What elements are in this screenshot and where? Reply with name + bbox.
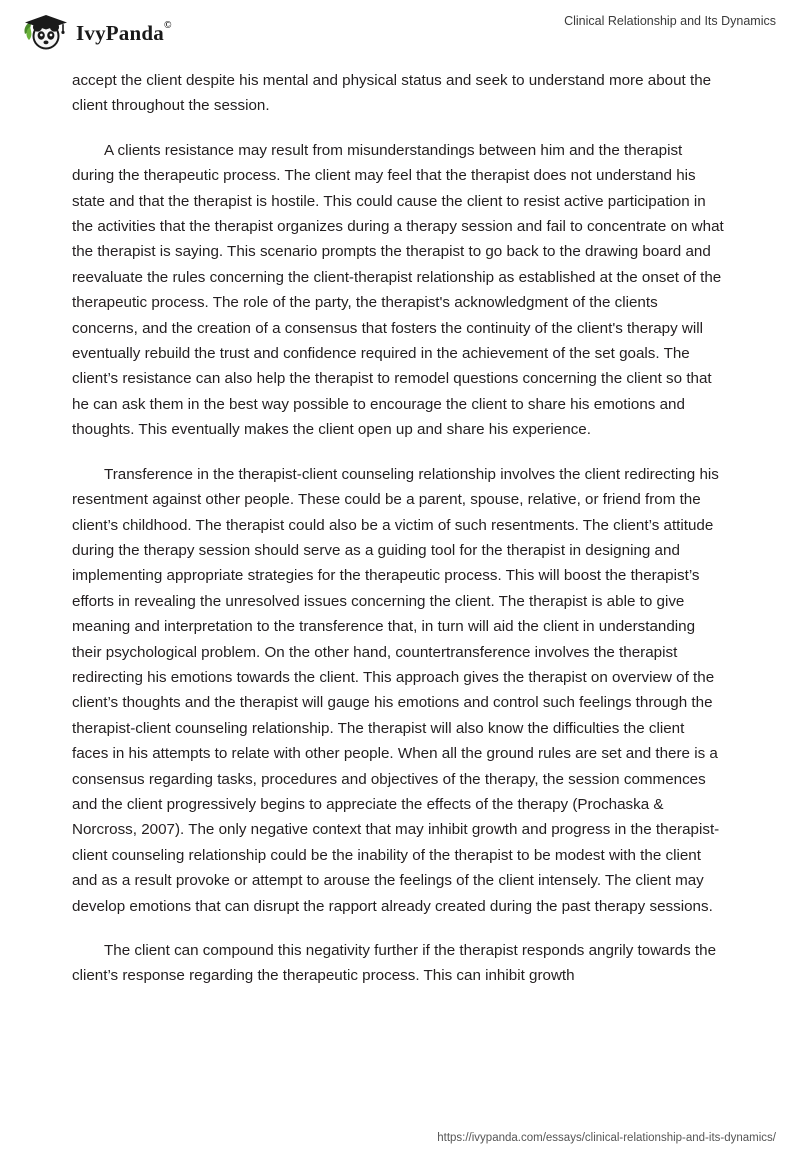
page-header [0, 0, 800, 60]
document-body [72, 68, 724, 1008]
paragraph: accept the client despite his mental and physical status and seek to understand more about the client throughout the session. [72, 72, 712, 115]
paragraph: Transference in the therapist-client counseling relationship involves the client redirecting his resentment against other people. These could be a parent, spouse, relative, or friend from the client’s childhood. The therapist could also be a victim of such resentments. The client’s attitude during the therapy session should serve as a guiding tool for the therapist in designing and implementing appropriate strategies for the therapeutic process. This will boost the therapist’s efforts in revealing the unresolved issues concerning the client. The therapist is able to give meaning and interpretation to the transference that, in turn will aid the client in understanding their psychological problem. On the other hand, countertransference involves the therapist redirecting his emotions towards the client. This approach gives the therapist on overview of the client’s thoughts and the therapist will gauge his emotions and control such feelings through the therapist-client counseling relationship. The therapist will also know the difficulties the client faces in his attempts to relate with other people. When all the ground rules are set and there is a consensus regarding tasks, procedures and objectives of the therapy, the session commences and the client progressively begins to appreciate the effects of the therapy (Prochaska & Norcross, 2007). The only negative context that may inhibit growth and progress in the therapist-client counseling relationship could be the inability of the therapist to be modest with the client and as a result provoke or attempt to arouse the feelings of the client intensely. The client may develop emotions that can disrupt the rapport already created during the past therapy sessions. [72, 465, 720, 915]
paragraph: A clients resistance may result from misunderstandings between him and the therapist during the therapeutic process. The client may feel that the therapist does not understand his state and that the therapist is hostile. This could cause the client to resist active participation in the activities that the therapist organizes during a therapy session and fail to concentrate on what the therapist is saying. This scenario prompts the therapist to go back to the drawing board and reevaluate the rules concerning the client-therapist relationship as established at the onset of the therapeutic process. The role of the party, the therapist's acknowledgment of the clients concerns, and the creation of a consensus that fosters the continuity of the client's therapy will eventually rebuild the trust and confidence required in the achievement of the set goals. The client’s resistance can also help the therapist to remodel questions concerning the client so that he can ask them in the best way possible to encourage the client to share his emotions and thoughts. This eventually makes the client open up and share his experience. [72, 141, 724, 439]
document-title: Clinical Relationship and Its Dynamics [564, 14, 776, 28]
paragraph: The client can compound this negativity further if the therapist responds angrily towards the client’s response regarding the therapeutic process. This can inhibit growth [72, 942, 717, 985]
brand-name-text: IvyPanda [76, 20, 164, 45]
registered-mark: © [163, 19, 172, 31]
footer-source-url[interactable]: https://ivypanda.com/essays/clinical-relationship-and-its-dynamics/ [437, 1132, 776, 1144]
